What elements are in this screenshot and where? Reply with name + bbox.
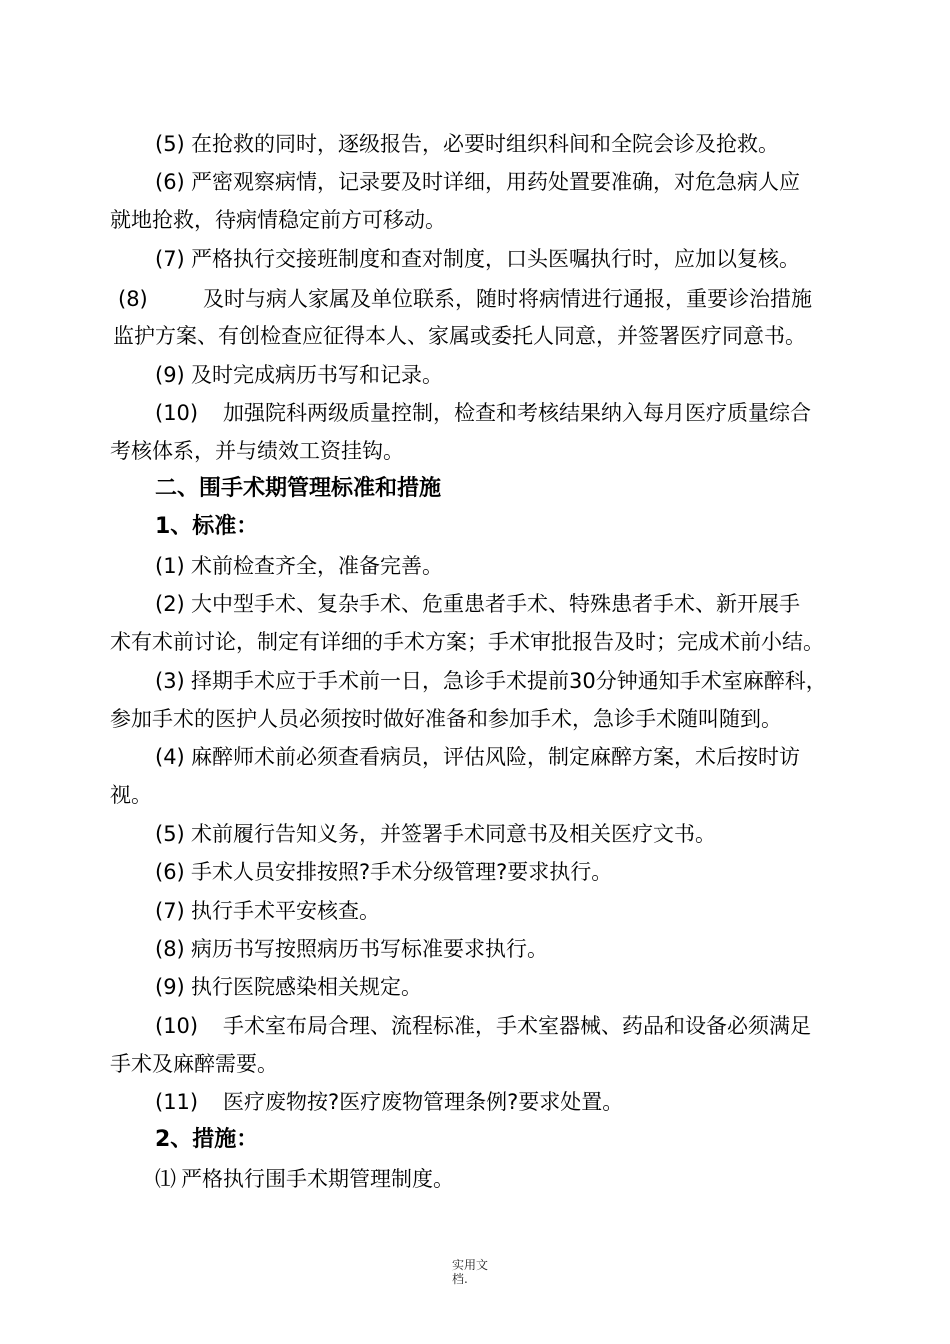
standard-4 [155, 743, 800, 771]
item-text: 严格执行交接班制度和查对制度，口头医嘱执行时，应加以复核。 [191, 247, 800, 271]
standard-2 [155, 590, 800, 618]
item-number: (10) [155, 1014, 199, 1038]
standard-10-continued [110, 1050, 278, 1078]
item-text: 视。 [110, 783, 152, 807]
item-text: 术有术前讨论，制定有详细的手术方案；手术审批报告及时；完成术前小结。 [110, 630, 824, 654]
standard-3 [155, 667, 827, 695]
standard-3-continued [110, 705, 782, 733]
item-text: 手术室布局合理、流程标准，手术室器械、药品和设备必须满足 [223, 1014, 811, 1038]
item-6 [155, 168, 800, 196]
item-7 [155, 245, 800, 273]
item-text: 及时与病人家属及单位联系，随时将病情进行通报，重要诊治措施 [203, 287, 812, 311]
standard-1 [155, 552, 443, 580]
item-number: (9) [155, 975, 185, 999]
page-footer [452, 1258, 488, 1286]
subsection-heading-standards: 1、标准： [155, 514, 259, 539]
item-number: (4) [155, 745, 185, 769]
item-text: 执行手术平安核查。 [191, 899, 380, 923]
item-text: 择期手术应于手术前一日，急诊手术提前30分钟通知手术室麻醉科， [191, 669, 827, 693]
item-number: ⑴ [155, 1167, 176, 1191]
item-text: 麻醉师术前必须查看病员，评估风险，制定麻醉方案，术后按时访 [191, 745, 800, 769]
item-number: (1) [155, 554, 185, 578]
measure-1 [155, 1165, 454, 1193]
item-6-continued [110, 206, 446, 234]
item-text: 加强院科两级质量控制，检查和考核结果纳入每月医疗质量综合 [223, 401, 811, 425]
item-number: (8) [155, 937, 185, 961]
standard-8 [155, 935, 548, 963]
item-number: (7) [155, 247, 185, 271]
item-number: (8) [118, 287, 148, 311]
item-text: 在抢救的同时，逐级报告，必要时组织科间和全院会诊及抢救。 [191, 132, 779, 156]
item-number: (3) [155, 669, 185, 693]
item-10 [155, 399, 811, 427]
item-text: 监护方案、有创检查应征得本人、家属或委托人同意，并签署医疗同意书。 [113, 324, 806, 348]
item-8 [118, 285, 812, 313]
item-text: 就地抢救，待病情稳定前方可移动。 [110, 208, 446, 232]
item-text: 严格执行围手术期管理制度。 [181, 1167, 454, 1191]
item-text: 医疗废物按?医疗废物管理条例?要求处置。 [223, 1090, 624, 1114]
standard-10 [155, 1012, 811, 1040]
item-number: (9) [155, 363, 185, 387]
item-text: 手术人员安排按照?手术分级管理?要求执行。 [191, 860, 613, 884]
item-text: 术前履行告知义务，并签署手术同意书及相关医疗文书。 [191, 822, 716, 846]
item-5 [155, 130, 779, 158]
item-text: 手术及麻醉需要。 [110, 1052, 278, 1076]
footer-line-2: 档. [452, 1272, 468, 1286]
item-text: 严密观察病情，记录要及时详细，用药处置要准确，对危急病人应 [191, 170, 800, 194]
item-text: 大中型手术、复杂手术、危重患者手术、特殊患者手术、新开展手 [191, 592, 800, 616]
item-number: (11) [155, 1090, 199, 1114]
item-text: 术前检查齐全，准备完善。 [191, 554, 443, 578]
item-text: 参加手术的医护人员必须按时做好准备和参加手术，急诊手术随叫随到。 [110, 707, 782, 731]
subsection-heading-measures: 2、措施： [155, 1127, 259, 1152]
item-number: (6) [155, 170, 185, 194]
item-9 [155, 361, 443, 389]
item-number: (6) [155, 860, 185, 884]
item-number: (7) [155, 899, 185, 923]
section-heading: 二、围手术期管理标准和措施 [155, 476, 442, 501]
item-10-continued [110, 437, 404, 465]
standard-4-continued [110, 781, 152, 809]
footer-line-1: 实用文 [452, 1258, 489, 1272]
item-number: (5) [155, 132, 185, 156]
item-text: 及时完成病历书写和记录。 [191, 363, 443, 387]
standard-11 [155, 1088, 623, 1116]
item-number: (10) [155, 401, 199, 425]
standard-5 [155, 820, 716, 848]
item-8-continued [113, 322, 806, 350]
item-number: (2) [155, 592, 185, 616]
item-text: 执行医院感染相关规定。 [191, 975, 422, 999]
standard-9 [155, 973, 422, 1001]
standard-7 [155, 897, 380, 925]
standard-2-continued [110, 628, 824, 656]
standard-6 [155, 858, 612, 886]
item-text: 病历书写按照病历书写标准要求执行。 [191, 937, 548, 961]
item-number: (5) [155, 822, 185, 846]
item-text: 考核体系，并与绩效工资挂钩。 [110, 439, 404, 463]
